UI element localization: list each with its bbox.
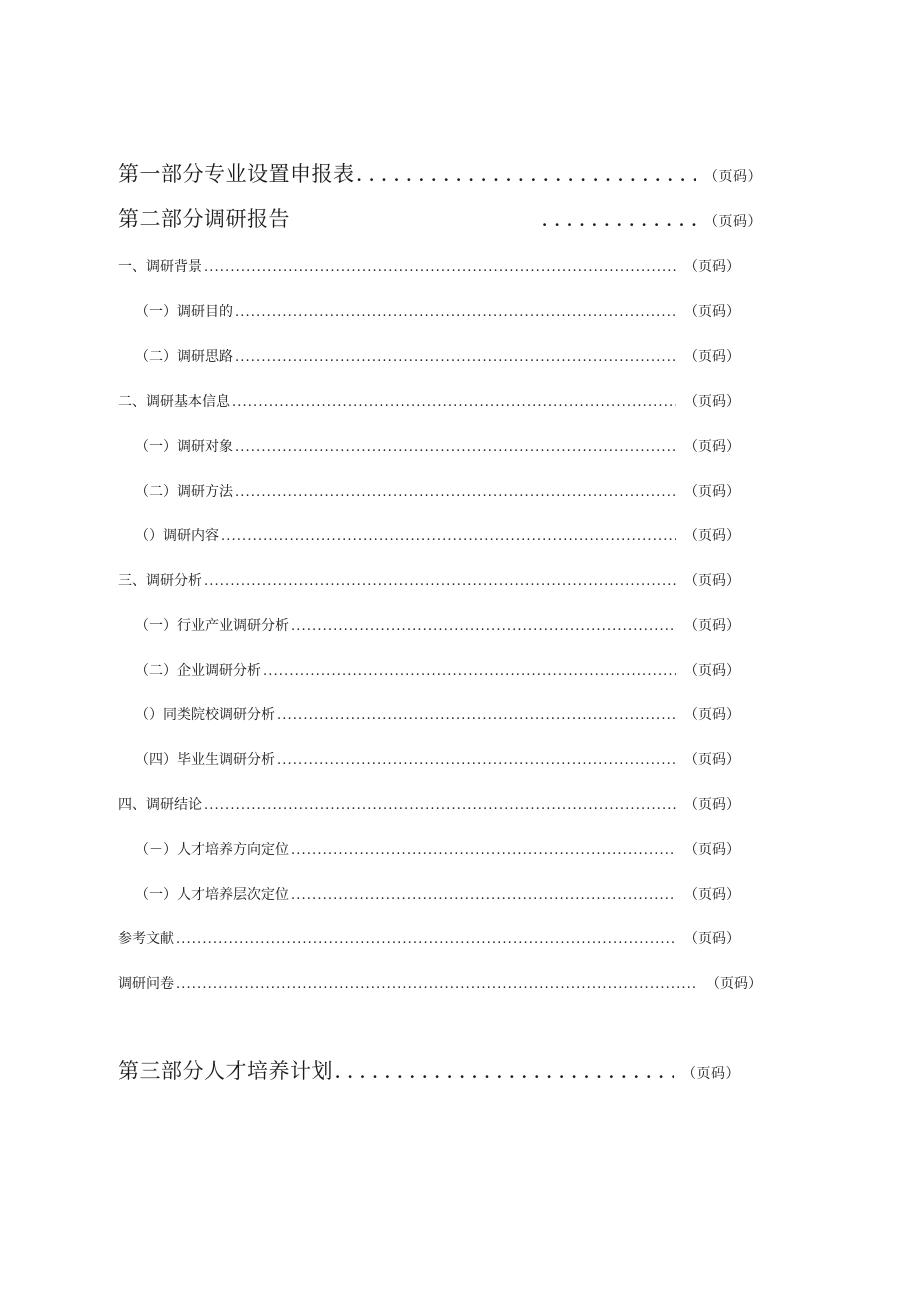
toc-item[interactable] bbox=[135, 749, 740, 769]
toc-item-label: （四）毕业生调研分析 bbox=[135, 752, 275, 768]
toc-page-number: （页码） bbox=[684, 663, 740, 679]
toc-part2-label: 第二部分调研报告 bbox=[118, 207, 290, 231]
toc-item-label: 一、调研背景 bbox=[118, 259, 202, 275]
toc-item-label: （二）调研思路 bbox=[135, 349, 233, 365]
toc-item[interactable] bbox=[135, 615, 740, 635]
toc-item-label: （－）人才培养方向定位 bbox=[135, 842, 289, 858]
toc-item-label: （）调研内容 bbox=[135, 528, 219, 544]
toc-leader bbox=[235, 485, 676, 500]
toc-item-label: （二）企业调研分析 bbox=[135, 663, 261, 679]
toc-page-number: （页码） bbox=[684, 618, 740, 634]
toc-item-label: （）同类院校调研分析 bbox=[135, 707, 275, 723]
toc-part3[interactable] bbox=[118, 1055, 740, 1085]
toc-item-label: 二、调研基本信息 bbox=[118, 394, 230, 410]
toc-leader bbox=[176, 977, 698, 992]
toc-item[interactable] bbox=[135, 884, 740, 904]
toc-page-number: （页码） bbox=[684, 797, 740, 813]
toc-leader bbox=[235, 305, 676, 320]
toc-leader bbox=[291, 843, 676, 858]
toc-part1[interactable] bbox=[118, 158, 762, 188]
toc-page-number: （页码） bbox=[704, 169, 762, 185]
toc-page-number: （页码） bbox=[684, 887, 740, 903]
toc-item-label: （一）人才培养层次定位 bbox=[135, 887, 289, 903]
toc-leader bbox=[232, 395, 676, 410]
toc-leader bbox=[357, 167, 697, 185]
toc-item[interactable] bbox=[118, 391, 740, 411]
toc-item-label: 参考文献 bbox=[118, 931, 174, 947]
toc-page-number: （页码） bbox=[684, 752, 740, 768]
toc-page-number: （页码） bbox=[684, 931, 740, 947]
toc-leader bbox=[291, 619, 676, 634]
toc-item[interactable] bbox=[118, 973, 762, 993]
toc-item[interactable] bbox=[118, 256, 740, 276]
toc-part3-label: 第三部分人才培养计划 bbox=[118, 1059, 333, 1083]
toc-item[interactable] bbox=[135, 346, 740, 366]
toc-page-number: （页码） bbox=[684, 484, 740, 500]
toc-item-label: 四、调研结论 bbox=[118, 797, 202, 813]
toc-page-number: （页码） bbox=[682, 1066, 740, 1082]
toc-part1-label: 第一部分专业设置申报表 bbox=[118, 162, 355, 186]
toc-page-number: （页码） bbox=[684, 528, 740, 544]
toc-item-label: （一）调研对象 bbox=[135, 439, 233, 455]
toc-leader bbox=[335, 1064, 674, 1082]
toc-page-number: （页码） bbox=[684, 842, 740, 858]
toc-page-number: （页码） bbox=[684, 394, 740, 410]
toc-item[interactable] bbox=[118, 928, 740, 948]
toc-item-label: （一）行业产业调研分析 bbox=[135, 618, 289, 634]
toc-page-number: （页码） bbox=[684, 573, 740, 589]
toc-item[interactable] bbox=[135, 660, 740, 680]
toc-item-label: （一）调研目的 bbox=[135, 304, 233, 320]
toc-page-number: （页码） bbox=[704, 214, 762, 230]
toc-item[interactable] bbox=[135, 481, 740, 501]
toc-item-label: 三、调研分析 bbox=[118, 573, 202, 589]
toc-page-number: （页码） bbox=[684, 349, 740, 365]
toc-leader bbox=[235, 440, 676, 455]
toc-page-number: （页码） bbox=[684, 304, 740, 320]
toc-leader bbox=[204, 798, 676, 813]
toc-item[interactable] bbox=[135, 525, 740, 545]
toc-item-label: （二）调研方法 bbox=[135, 484, 233, 500]
toc-leader bbox=[235, 350, 676, 365]
toc-item[interactable] bbox=[135, 704, 740, 724]
toc-item-label: 调研问卷 bbox=[118, 976, 174, 992]
toc-item[interactable] bbox=[135, 301, 740, 321]
toc-leader bbox=[204, 260, 676, 275]
toc-item[interactable] bbox=[135, 436, 740, 456]
toc-leader bbox=[221, 529, 676, 544]
toc-leader bbox=[176, 932, 676, 947]
toc-item[interactable] bbox=[135, 839, 740, 859]
toc-leader bbox=[277, 753, 676, 768]
toc-page-number: （页码） bbox=[684, 707, 740, 723]
toc-item[interactable] bbox=[118, 570, 740, 590]
toc-page-number: （页码） bbox=[684, 439, 740, 455]
toc-item[interactable] bbox=[118, 794, 740, 814]
toc-leader bbox=[542, 212, 696, 230]
toc-leader bbox=[277, 708, 676, 723]
toc-page-number: （页码） bbox=[706, 976, 762, 992]
toc-leader bbox=[204, 574, 676, 589]
toc-leader bbox=[263, 664, 676, 679]
toc-leader bbox=[291, 888, 676, 903]
toc-part2[interactable] bbox=[118, 203, 762, 233]
toc-page-number: （页码） bbox=[684, 259, 740, 275]
